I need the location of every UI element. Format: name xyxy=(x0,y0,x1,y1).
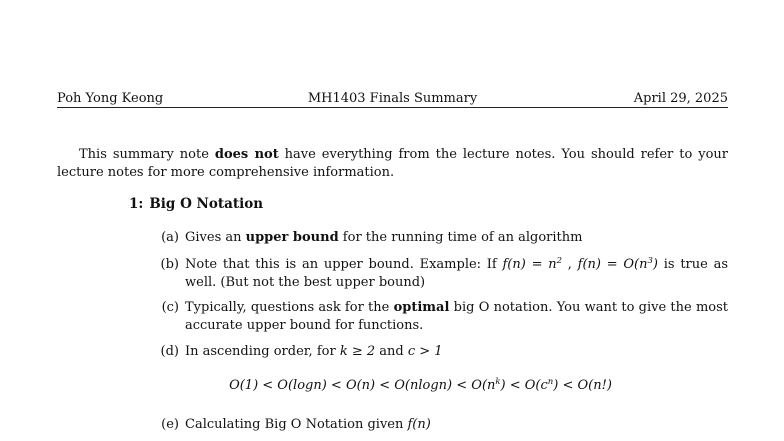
item-a-emphasis: upper bound xyxy=(245,230,339,245)
item-a-text-2: for the running time of an algorithm xyxy=(338,230,583,245)
section-title-text: Big O Notation xyxy=(149,196,264,212)
item-e-text-1: Calculating Big O Notation given xyxy=(185,417,408,432)
item-b-math-2-base: f(n) = O(n xyxy=(577,257,648,272)
intro-text-2: have everything from the lecture notes. You should refer to your lecture notes for more comprehensive information. xyxy=(57,147,728,180)
ordering-exp-k: k xyxy=(495,377,501,387)
intro-text-1: This summary note xyxy=(79,147,215,162)
item-b-math-1-exp: 2 xyxy=(556,256,563,266)
item-d-condition-c: c > 1 xyxy=(407,344,443,359)
list-marker-d: (d) xyxy=(160,344,179,359)
item-b-text-1: Note that this is an upper bound. Example: If xyxy=(185,257,503,272)
item-c-emphasis: optimal xyxy=(393,300,450,315)
complexity-ordering-equation xyxy=(57,378,728,393)
item-c-text-2: big O notation. You want to give the most accurate upper bound for functions. xyxy=(185,300,728,333)
header-date: April 29, 2025 xyxy=(633,91,728,106)
item-b-math-2-exp: 3 xyxy=(647,256,653,266)
item-e-math: f(n) xyxy=(407,417,431,432)
item-a-text-1: Gives an xyxy=(185,230,246,245)
list-item-d xyxy=(160,343,728,361)
header-author: Poh Yong Keong xyxy=(57,91,164,106)
item-d-condition-k: k ≥ 2 xyxy=(339,344,376,359)
page-header xyxy=(57,91,728,108)
item-d-text-1: In ascending order, for xyxy=(185,344,340,359)
ordering-part-3: ) < O(n!) xyxy=(553,378,612,393)
ordering-exp-n: n xyxy=(547,377,554,387)
list-item-b xyxy=(160,256,728,292)
list-marker-a: (a) xyxy=(161,230,179,245)
item-d-text-2: and xyxy=(375,344,408,359)
item-b-math-2 xyxy=(578,257,658,272)
list-marker-e: (e) xyxy=(161,417,179,432)
list-item-e xyxy=(161,416,728,434)
list-marker-c: (c) xyxy=(161,300,179,315)
item-b-math-2-close: ) xyxy=(652,257,658,272)
list-item-a xyxy=(161,229,728,247)
item-b-math-1-base: f(n) = n xyxy=(502,257,557,272)
ordering-part-1: O(1) < O(logn) < O(n) < O(nlogn) < O(n xyxy=(229,378,496,393)
header-title: MH1403 Finals Summary xyxy=(307,91,478,106)
intro-emphasis: does not xyxy=(214,147,279,162)
item-b-math-1 xyxy=(503,257,563,272)
item-c-text-1: Typically, questions ask for the xyxy=(185,300,394,315)
section-heading xyxy=(129,196,263,212)
list-item-c xyxy=(161,299,728,335)
section-number: 1: xyxy=(129,196,144,212)
list-marker-b: (b) xyxy=(160,257,179,272)
intro-paragraph xyxy=(57,146,728,182)
item-b-separator: , xyxy=(562,257,578,272)
ordering-part-2: ) < O(c xyxy=(500,378,548,393)
item-b-text-2: is true as well. (But not the best upper bound) xyxy=(185,257,728,290)
